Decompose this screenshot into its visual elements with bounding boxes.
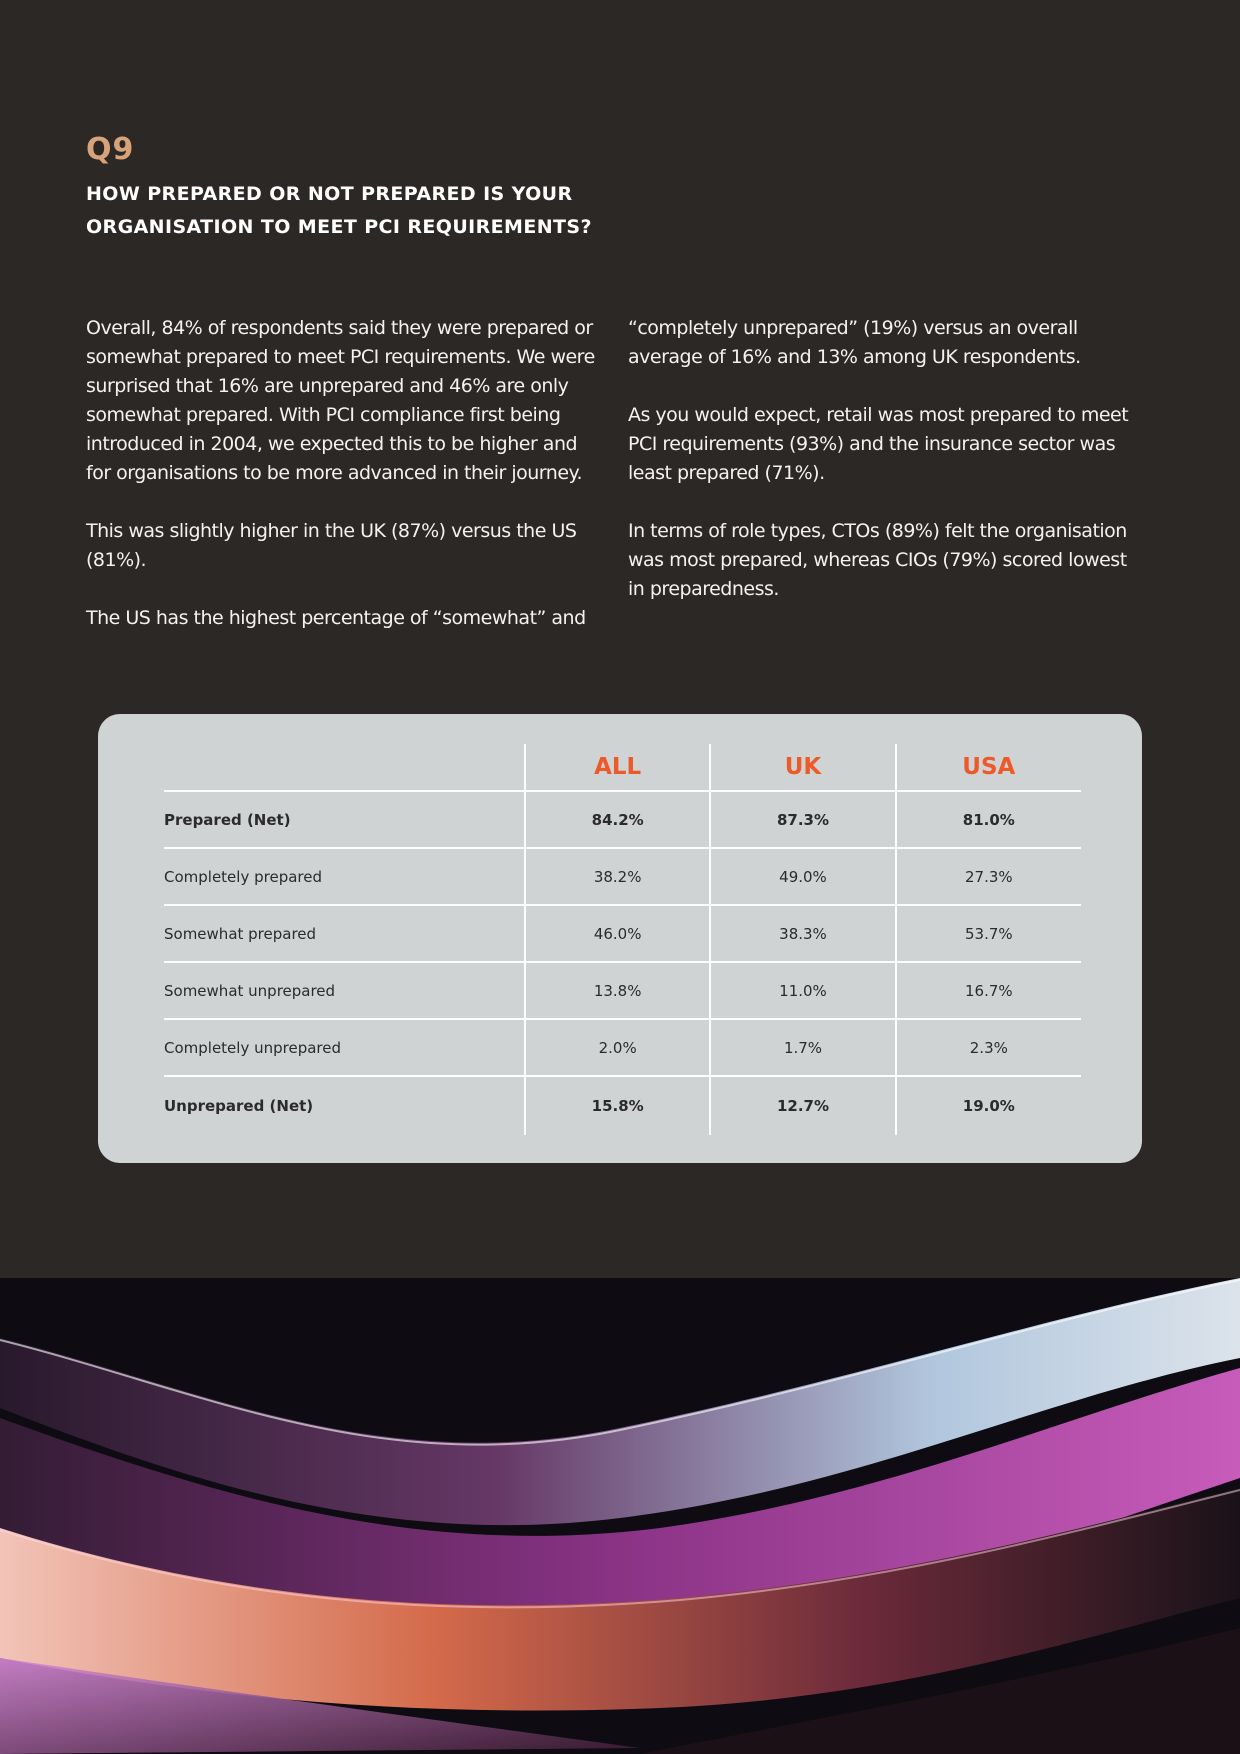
header-all: ALL — [525, 744, 710, 791]
question-title: HOW PREPARED OR NOT PREPARED IS YOUR ORGANISATION TO MEET PCI REQUIREMENTS? — [86, 183, 592, 238]
body-column-left — [86, 314, 596, 662]
table-cell: 87.3% — [710, 791, 895, 848]
table-cell: 2.0% — [525, 1019, 710, 1076]
table-cell: 13.8% — [525, 962, 710, 1019]
question-number: Q9 — [86, 132, 135, 167]
table-cell: 38.2% — [525, 848, 710, 905]
row-label: Completely prepared — [164, 848, 525, 905]
body-column-right — [628, 314, 1148, 633]
row-label: Somewhat prepared — [164, 905, 525, 962]
table-row — [164, 962, 1081, 1019]
body-paragraph: “completely unprepared” (19%) versus an overall average of 16% and 13% among UK respondents. — [628, 317, 1081, 368]
row-label: Unprepared (Net) — [164, 1097, 314, 1115]
abstract-wave-graphic — [0, 1278, 1240, 1754]
results-table-card — [98, 714, 1142, 1163]
table-cell: 11.0% — [710, 962, 895, 1019]
table-cell: 12.7% — [710, 1076, 895, 1135]
header-usa: USA — [896, 744, 1081, 791]
body-paragraph: As you would expect, retail was most prepared to meet PCI requirements (93%) and the insurance sector was least prepared (71%). — [628, 404, 1129, 484]
table-header-row — [164, 744, 1081, 791]
header-uk: UK — [710, 744, 895, 791]
body-paragraph: Overall, 84% of respondents said they were prepared or somewhat prepared to meet PCI requirements. We were surprised that 16% are unprepared and 46% are only somewhat prepared. With PCI compliance first being introduced in 2004, we expected this to be higher and for organisations to be more advanced in their journey. — [86, 317, 595, 484]
body-paragraph: In terms of role types, CTOs (89%) felt the organisation was most prepared, whereas CIOs (79%) scored lowest in preparedness. — [628, 520, 1127, 600]
table-row — [164, 848, 1081, 905]
table-row — [164, 791, 1081, 848]
body-paragraph: This was slightly higher in the UK (87%) versus the US (81%). — [86, 520, 577, 571]
table-cell: 46.0% — [525, 905, 710, 962]
table-cell: 27.3% — [896, 848, 1081, 905]
table-cell: 84.2% — [525, 791, 710, 848]
row-label: Completely unprepared — [164, 1019, 525, 1076]
table-cell: 2.3% — [896, 1019, 1081, 1076]
header-blank — [164, 744, 525, 791]
table-cell: 53.7% — [896, 905, 1081, 962]
row-label: Prepared (Net) — [164, 791, 525, 848]
results-table — [164, 744, 1081, 1135]
table-cell: 19.0% — [896, 1076, 1081, 1135]
table-cell: 81.0% — [896, 791, 1081, 848]
table-cell: 1.7% — [710, 1019, 895, 1076]
table-cell: 38.3% — [710, 905, 895, 962]
table-cell: 16.7% — [896, 962, 1081, 1019]
table-cell: 15.8% — [525, 1076, 710, 1135]
table-row — [164, 1076, 1081, 1135]
table-row — [164, 1019, 1081, 1076]
table-row — [164, 905, 1081, 962]
body-paragraph: The US has the highest percentage of “somewhat” and — [86, 607, 586, 629]
table-cell: 49.0% — [710, 848, 895, 905]
row-label: Somewhat unprepared — [164, 962, 525, 1019]
decorative-wave-image — [0, 1278, 1240, 1754]
